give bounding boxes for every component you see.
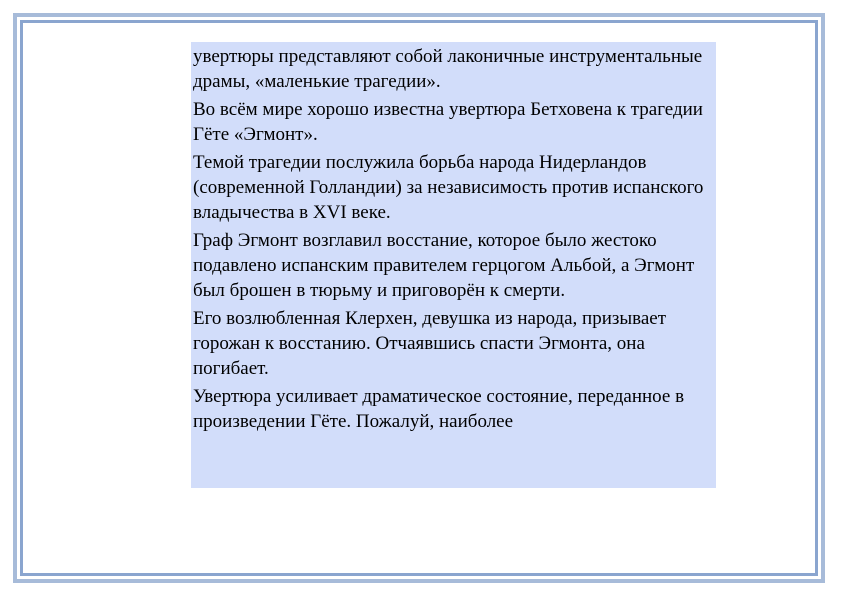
paragraph-overture-drama: Увертюра усиливает драматическое состояние, переданное в произведении Гёте. Пожалуй, наиболее bbox=[193, 386, 685, 432]
paragraph-tragedy-theme: Темой трагедии послужила борьба народа Нидерландов (современной Голландии) за независимость против испанского владычества в XVI веке. bbox=[193, 152, 704, 223]
slide-text-block bbox=[191, 42, 716, 488]
paragraph-count-egmont: Граф Эгмонт возглавил восстание, которое было жестоко подавлено испанским правителем герцогом Альбой, а Эгмонт был брошен в тюрьму и приговорён к смерти. bbox=[193, 230, 695, 301]
paragraph-egmont-overture: Во всём мире хорошо известна увертюра Бетховена к трагедии Гёте «Эгмонт». bbox=[193, 99, 703, 145]
paragraph-intro: увертюры представляют собой лаконичные инструментальные драмы, «маленькие трагедии». bbox=[193, 46, 703, 92]
paragraph-klerchen: Его возлюбленная Клерхен, девушка из народа, призывает горожан к восстанию. Отчаявшись спасти Эгмонта, она погибает. bbox=[193, 308, 667, 379]
